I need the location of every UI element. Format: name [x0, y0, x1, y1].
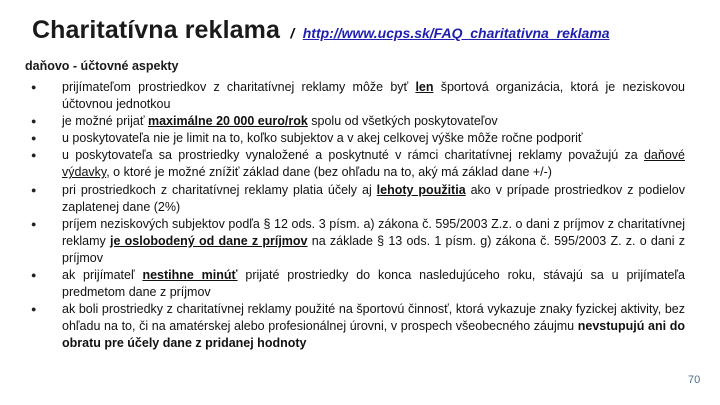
bullet-text: ak prijímateľ: [62, 268, 143, 283]
bullet-item: [31, 113, 685, 130]
emphasized-text: maximálne 20 000 euro/rok: [147, 114, 308, 129]
emphasized-text: nevstupujú ani do obratu pre účely dane z pridanej hodnoty: [62, 319, 685, 351]
bullet-item: [31, 130, 685, 147]
section-subtitle: daňovo - účtovné aspekty: [25, 59, 179, 73]
bullet-item: [31, 182, 685, 216]
bullet-item: [31, 147, 685, 181]
bullet-text: pri prostriedkoch z charitatívnej reklamy platia účely aj: [62, 182, 377, 197]
bullet-text: ako v prípade prostriedkov z podielov zaplatenej dane (2%): [62, 182, 686, 214]
bullet-text: prijaté prostriedky do konca nasledujúceho roku, stávajú sa u prijímateľa predmetom dane z príjmov: [62, 268, 685, 300]
bullet-text: športová organizácia, ktorá je neziskovou účtovnou jednotkou: [62, 80, 686, 112]
emphasized-text: daňové výdavky: [62, 148, 685, 180]
emphasized-text: nestihne minúť: [142, 268, 238, 283]
bullet-text: u poskytovateľa nie je limit na to, koľko subjektov a v akej celkovej výške môže ročne podporiť: [62, 131, 583, 146]
slide-header: [32, 16, 712, 45]
emphasized-text: len: [415, 80, 434, 94]
page-number: 70: [688, 374, 701, 386]
bullet-item: [31, 301, 685, 352]
bullet-text: prijímateľom prostriedkov z charitatívnej reklamy môže byť: [62, 80, 416, 94]
bullet-item: [31, 216, 685, 267]
emphasized-text: je oslobodený od dane z príjmov: [109, 233, 308, 248]
bullet-text: príjem neziskových subjektov podľa § 12 ods. 3 písm. a) zákona č. 595/2003 Z.z. o dani z príjmov z charitatívnej reklamy: [62, 216, 685, 248]
bullet-text: spolu od všetkých poskytovateľov: [307, 114, 498, 129]
emphasized-text: lehoty použitia: [376, 182, 466, 197]
bullet-list: [31, 79, 685, 353]
bullet-text: ak boli prostriedky z charitatívnej reklamy použité na športovú činnosť, ktorá vykazuje znaky fyzickej aktivity, bez ohľadu na to, či na amatérskej alebo profesionálnej úrovni, v prospech všeobecného záujmu: [62, 302, 685, 334]
bullet-text: u poskytovateľa sa prostriedky vynaložené a poskytnuté v rámci charitatívnej reklamy považujú za: [62, 148, 644, 163]
slide-title: Charitatívna reklama: [32, 16, 280, 44]
bullet-item: [31, 79, 685, 113]
bullet-item: [31, 267, 685, 301]
bullet-text: na základe § 13 ods. 1 písm. g) zákona č. 595/2003 Z. z. o dani z príjmov: [62, 233, 686, 265]
title-separator: /: [290, 25, 295, 41]
source-link[interactable]: http://www.ucps.sk/FAQ_charitativna_reklama: [302, 25, 610, 41]
bullet-text: je možné prijať: [62, 114, 148, 129]
bullet-text: , o ktoré je možné znížiť základ dane (bez ohľadu na to, aký má základ dane +/-): [106, 165, 552, 180]
